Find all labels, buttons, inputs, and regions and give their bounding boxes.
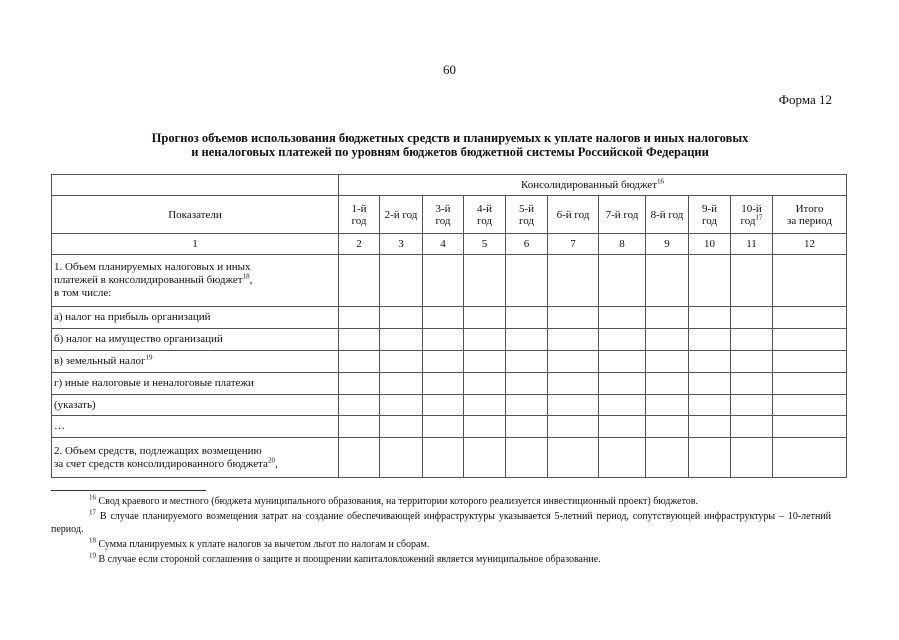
row-label-punct: , (249, 274, 253, 286)
consolidated-budget-header (339, 175, 847, 196)
value-cell[interactable] (646, 329, 689, 351)
value-cell[interactable] (731, 329, 773, 351)
value-cell[interactable] (731, 255, 773, 307)
value-cell[interactable] (464, 438, 506, 478)
value-cell[interactable] (380, 438, 423, 478)
value-cell[interactable] (599, 329, 646, 351)
value-cell[interactable] (380, 395, 423, 416)
value-cell[interactable] (548, 373, 599, 395)
row-label-text: платежей в консолидированный бюджет (54, 274, 243, 286)
year-header-line2 (733, 212, 770, 227)
value-cell[interactable] (380, 255, 423, 307)
year-header-line1: 5-й (518, 202, 535, 215)
footnote-text: Свод краевого и местного (бюджета муниципального образования, на территории которого реализуется инвестиционный проект) бюджетов. (98, 496, 699, 507)
footnote (51, 538, 831, 551)
document-title (70, 131, 830, 159)
footnote-number: 19 (89, 551, 96, 560)
value-cell[interactable] (646, 307, 689, 329)
value-cell[interactable] (464, 255, 506, 307)
year-header (339, 196, 380, 234)
footnote-text: В случае планируемого возмещения затрат на создание обеспечивающей инфраструктуры указывается 5-летний период, сопутствующей инфраструктуры – 10-летний период. (51, 511, 832, 535)
value-cell[interactable] (339, 395, 380, 416)
forecast-table (51, 174, 847, 478)
value-cell[interactable] (423, 438, 464, 478)
value-cell[interactable] (380, 373, 423, 395)
value-cell[interactable] (689, 438, 731, 478)
column-number: 3 (380, 234, 423, 255)
year-header-line2: год (701, 214, 718, 227)
year-header (423, 196, 464, 234)
table-row (52, 351, 847, 373)
value-cell[interactable] (599, 373, 646, 395)
footnote-ref: 20 (267, 455, 275, 464)
value-cell[interactable] (506, 438, 548, 478)
value-cell[interactable] (423, 255, 464, 307)
table-row (52, 416, 847, 438)
value-cell[interactable] (506, 329, 548, 351)
column-number: 5 (464, 234, 506, 255)
form-label: Форма 12 (778, 92, 832, 107)
value-cell[interactable] (599, 307, 646, 329)
title-line-1: Прогноз объемов использования бюджетных средств и планируемых к уплате налогов и иных налоговых (151, 131, 749, 145)
value-cell[interactable] (689, 395, 731, 416)
year-header-line2: год (518, 214, 535, 227)
value-cell[interactable] (731, 373, 773, 395)
consolidated-budget-label: Консолидированный бюджет (521, 179, 658, 191)
value-cell[interactable] (423, 416, 464, 438)
value-cell[interactable] (423, 307, 464, 329)
footnote-number: 16 (89, 493, 96, 502)
value-cell[interactable] (689, 255, 731, 307)
value-cell[interactable] (773, 307, 847, 329)
column-number: 8 (599, 234, 646, 255)
value-cell[interactable] (689, 351, 731, 373)
value-cell[interactable] (548, 395, 599, 416)
value-cell[interactable] (423, 395, 464, 416)
footnote-number: 17 (89, 508, 96, 517)
row-label (52, 307, 339, 329)
value-cell[interactable] (646, 255, 689, 307)
value-cell[interactable] (380, 307, 423, 329)
value-cell[interactable] (423, 351, 464, 373)
value-cell[interactable] (731, 351, 773, 373)
value-cell[interactable] (506, 395, 548, 416)
value-cell[interactable] (339, 255, 380, 307)
year-header-line2-text: год (740, 214, 756, 227)
value-cell[interactable] (773, 395, 847, 416)
value-cell[interactable] (773, 255, 847, 307)
year-header-line1: 3-й (435, 202, 451, 215)
footnote (51, 553, 831, 566)
row-label (52, 373, 339, 395)
value-cell[interactable] (339, 438, 380, 478)
column-number: 6 (506, 234, 548, 255)
footnote-separator (51, 490, 206, 491)
value-cell[interactable] (380, 416, 423, 438)
value-cell[interactable] (506, 255, 548, 307)
header-row-consolidated (52, 175, 847, 196)
year-header (548, 196, 599, 234)
table-row (52, 373, 847, 395)
value-cell[interactable] (773, 351, 847, 373)
footnote-ref: 16 (657, 177, 665, 186)
column-number: 4 (423, 234, 464, 255)
value-cell[interactable] (339, 373, 380, 395)
year-header (464, 196, 506, 234)
year-header-line1: 7-й год (605, 208, 639, 221)
value-cell[interactable] (599, 395, 646, 416)
column-number: 2 (339, 234, 380, 255)
footnote (51, 495, 831, 508)
value-cell[interactable] (599, 438, 646, 478)
row-label-text: (указать) (54, 398, 96, 411)
year-header (689, 196, 731, 234)
footnotes (51, 495, 831, 568)
value-cell[interactable] (506, 373, 548, 395)
footnote-ref: 19 (145, 353, 153, 362)
year-header (380, 196, 423, 234)
value-cell[interactable] (646, 438, 689, 478)
column-number: 1 (52, 234, 339, 255)
value-cell[interactable] (599, 416, 646, 438)
value-cell[interactable] (689, 416, 731, 438)
row-label-text: а) налог на прибыль организаций (54, 311, 211, 323)
value-cell[interactable] (731, 395, 773, 416)
year-header-line2: год (435, 214, 451, 227)
title-line-2: и неналоговых платежей по уровням бюджетов бюджетной системы Российской Федерации (191, 145, 709, 159)
year-header (646, 196, 689, 234)
value-cell[interactable] (464, 395, 506, 416)
table-row (52, 307, 847, 329)
value-cell[interactable] (339, 307, 380, 329)
value-cell[interactable] (731, 307, 773, 329)
value-cell[interactable] (548, 351, 599, 373)
value-cell[interactable] (464, 307, 506, 329)
year-header (731, 196, 773, 234)
row-label-line (54, 274, 336, 287)
row-label-text: г) иные налоговые и неналоговые платежи (54, 377, 254, 389)
value-cell[interactable] (773, 329, 847, 351)
table-row (52, 395, 847, 416)
table-row (52, 255, 847, 307)
value-cell[interactable] (423, 329, 464, 351)
row-label-line: в том числе: (54, 287, 112, 299)
footnote-number: 18 (89, 536, 96, 545)
value-cell[interactable] (464, 373, 506, 395)
value-cell[interactable] (646, 395, 689, 416)
year-header-line2: год (476, 214, 493, 227)
value-cell[interactable] (599, 351, 646, 373)
value-cell[interactable] (548, 329, 599, 351)
value-cell[interactable] (646, 416, 689, 438)
value-cell[interactable] (464, 416, 506, 438)
table-row (52, 329, 847, 351)
value-cell[interactable] (339, 416, 380, 438)
value-cell[interactable] (380, 329, 423, 351)
row-label-line: 2. Объем средств, подлежащих возмещению (54, 444, 262, 457)
column-number: 10 (689, 234, 731, 255)
value-cell[interactable] (689, 373, 731, 395)
value-cell[interactable] (464, 329, 506, 351)
total-header (773, 196, 847, 234)
row-label (52, 351, 339, 373)
page-number: 60 (443, 62, 456, 77)
value-cell[interactable] (506, 351, 548, 373)
row-label-punct: , (274, 457, 278, 470)
value-cell[interactable] (548, 255, 599, 307)
year-header-line2: год (351, 214, 367, 227)
value-cell[interactable] (339, 351, 380, 373)
row-label (52, 329, 339, 351)
value-cell[interactable] (773, 438, 847, 478)
column-number: 7 (548, 234, 599, 255)
footnote-ref: 17 (755, 212, 763, 221)
value-cell[interactable] (339, 329, 380, 351)
row-label-text: за счет средств консолидированного бюджета (54, 457, 268, 470)
row-label-line: 1. Объем планируемых налоговых и иных (54, 261, 251, 273)
row-label-line (54, 455, 336, 471)
year-header-line1: 4-й (476, 202, 493, 215)
value-cell[interactable] (731, 416, 773, 438)
column-number: 12 (773, 234, 847, 255)
year-header (506, 196, 548, 234)
table-row (52, 438, 847, 478)
value-cell[interactable] (548, 416, 599, 438)
year-header-line1: 2-й год (384, 208, 418, 221)
value-cell[interactable] (506, 307, 548, 329)
value-cell[interactable] (548, 438, 599, 478)
row-label-text: б) налог на имущество организаций (54, 333, 223, 345)
header-row-years (52, 196, 847, 234)
year-header-line1: 9-й (701, 202, 718, 215)
year-header-line1: 8-й год (650, 208, 684, 221)
indicators-header: Показатели (52, 196, 339, 234)
value-cell[interactable] (731, 438, 773, 478)
value-cell[interactable] (464, 351, 506, 373)
total-header-line2: за период (787, 214, 832, 227)
header-empty-cell (52, 175, 339, 196)
value-cell[interactable] (506, 416, 548, 438)
value-cell[interactable] (548, 307, 599, 329)
value-cell[interactable] (423, 373, 464, 395)
column-number: 9 (646, 234, 689, 255)
footnote-text: В случае если стороной соглашения о защите и поощрении капиталовложений является муниципальное образование. (98, 554, 601, 565)
row-label-text: … (54, 420, 65, 432)
row-label (52, 438, 339, 478)
year-header-line1: 6-й год (556, 208, 590, 221)
value-cell[interactable] (646, 351, 689, 373)
value-cell[interactable] (599, 255, 646, 307)
footnote-text: Сумма планируемых к уплате налогов за вычетом льгот по налогам и сборам. (98, 539, 430, 550)
row-label-text: в) земельный налог (54, 355, 146, 367)
value-cell[interactable] (773, 416, 847, 438)
column-number: 11 (731, 234, 773, 255)
footnote (51, 510, 831, 536)
year-header-line1: 10-й (741, 202, 762, 215)
value-cell[interactable] (773, 373, 847, 395)
year-header-line1: 1-й (351, 202, 367, 215)
row-label (52, 416, 339, 438)
value-cell[interactable] (380, 351, 423, 373)
year-header (599, 196, 646, 234)
value-cell[interactable] (646, 373, 689, 395)
row-label (52, 395, 339, 416)
total-header-line1: Итого (795, 202, 824, 215)
row-label (52, 255, 339, 307)
footnote-ref: 18 (242, 272, 250, 281)
column-numbers-row (52, 234, 847, 255)
value-cell[interactable] (689, 329, 731, 351)
value-cell[interactable] (689, 307, 731, 329)
